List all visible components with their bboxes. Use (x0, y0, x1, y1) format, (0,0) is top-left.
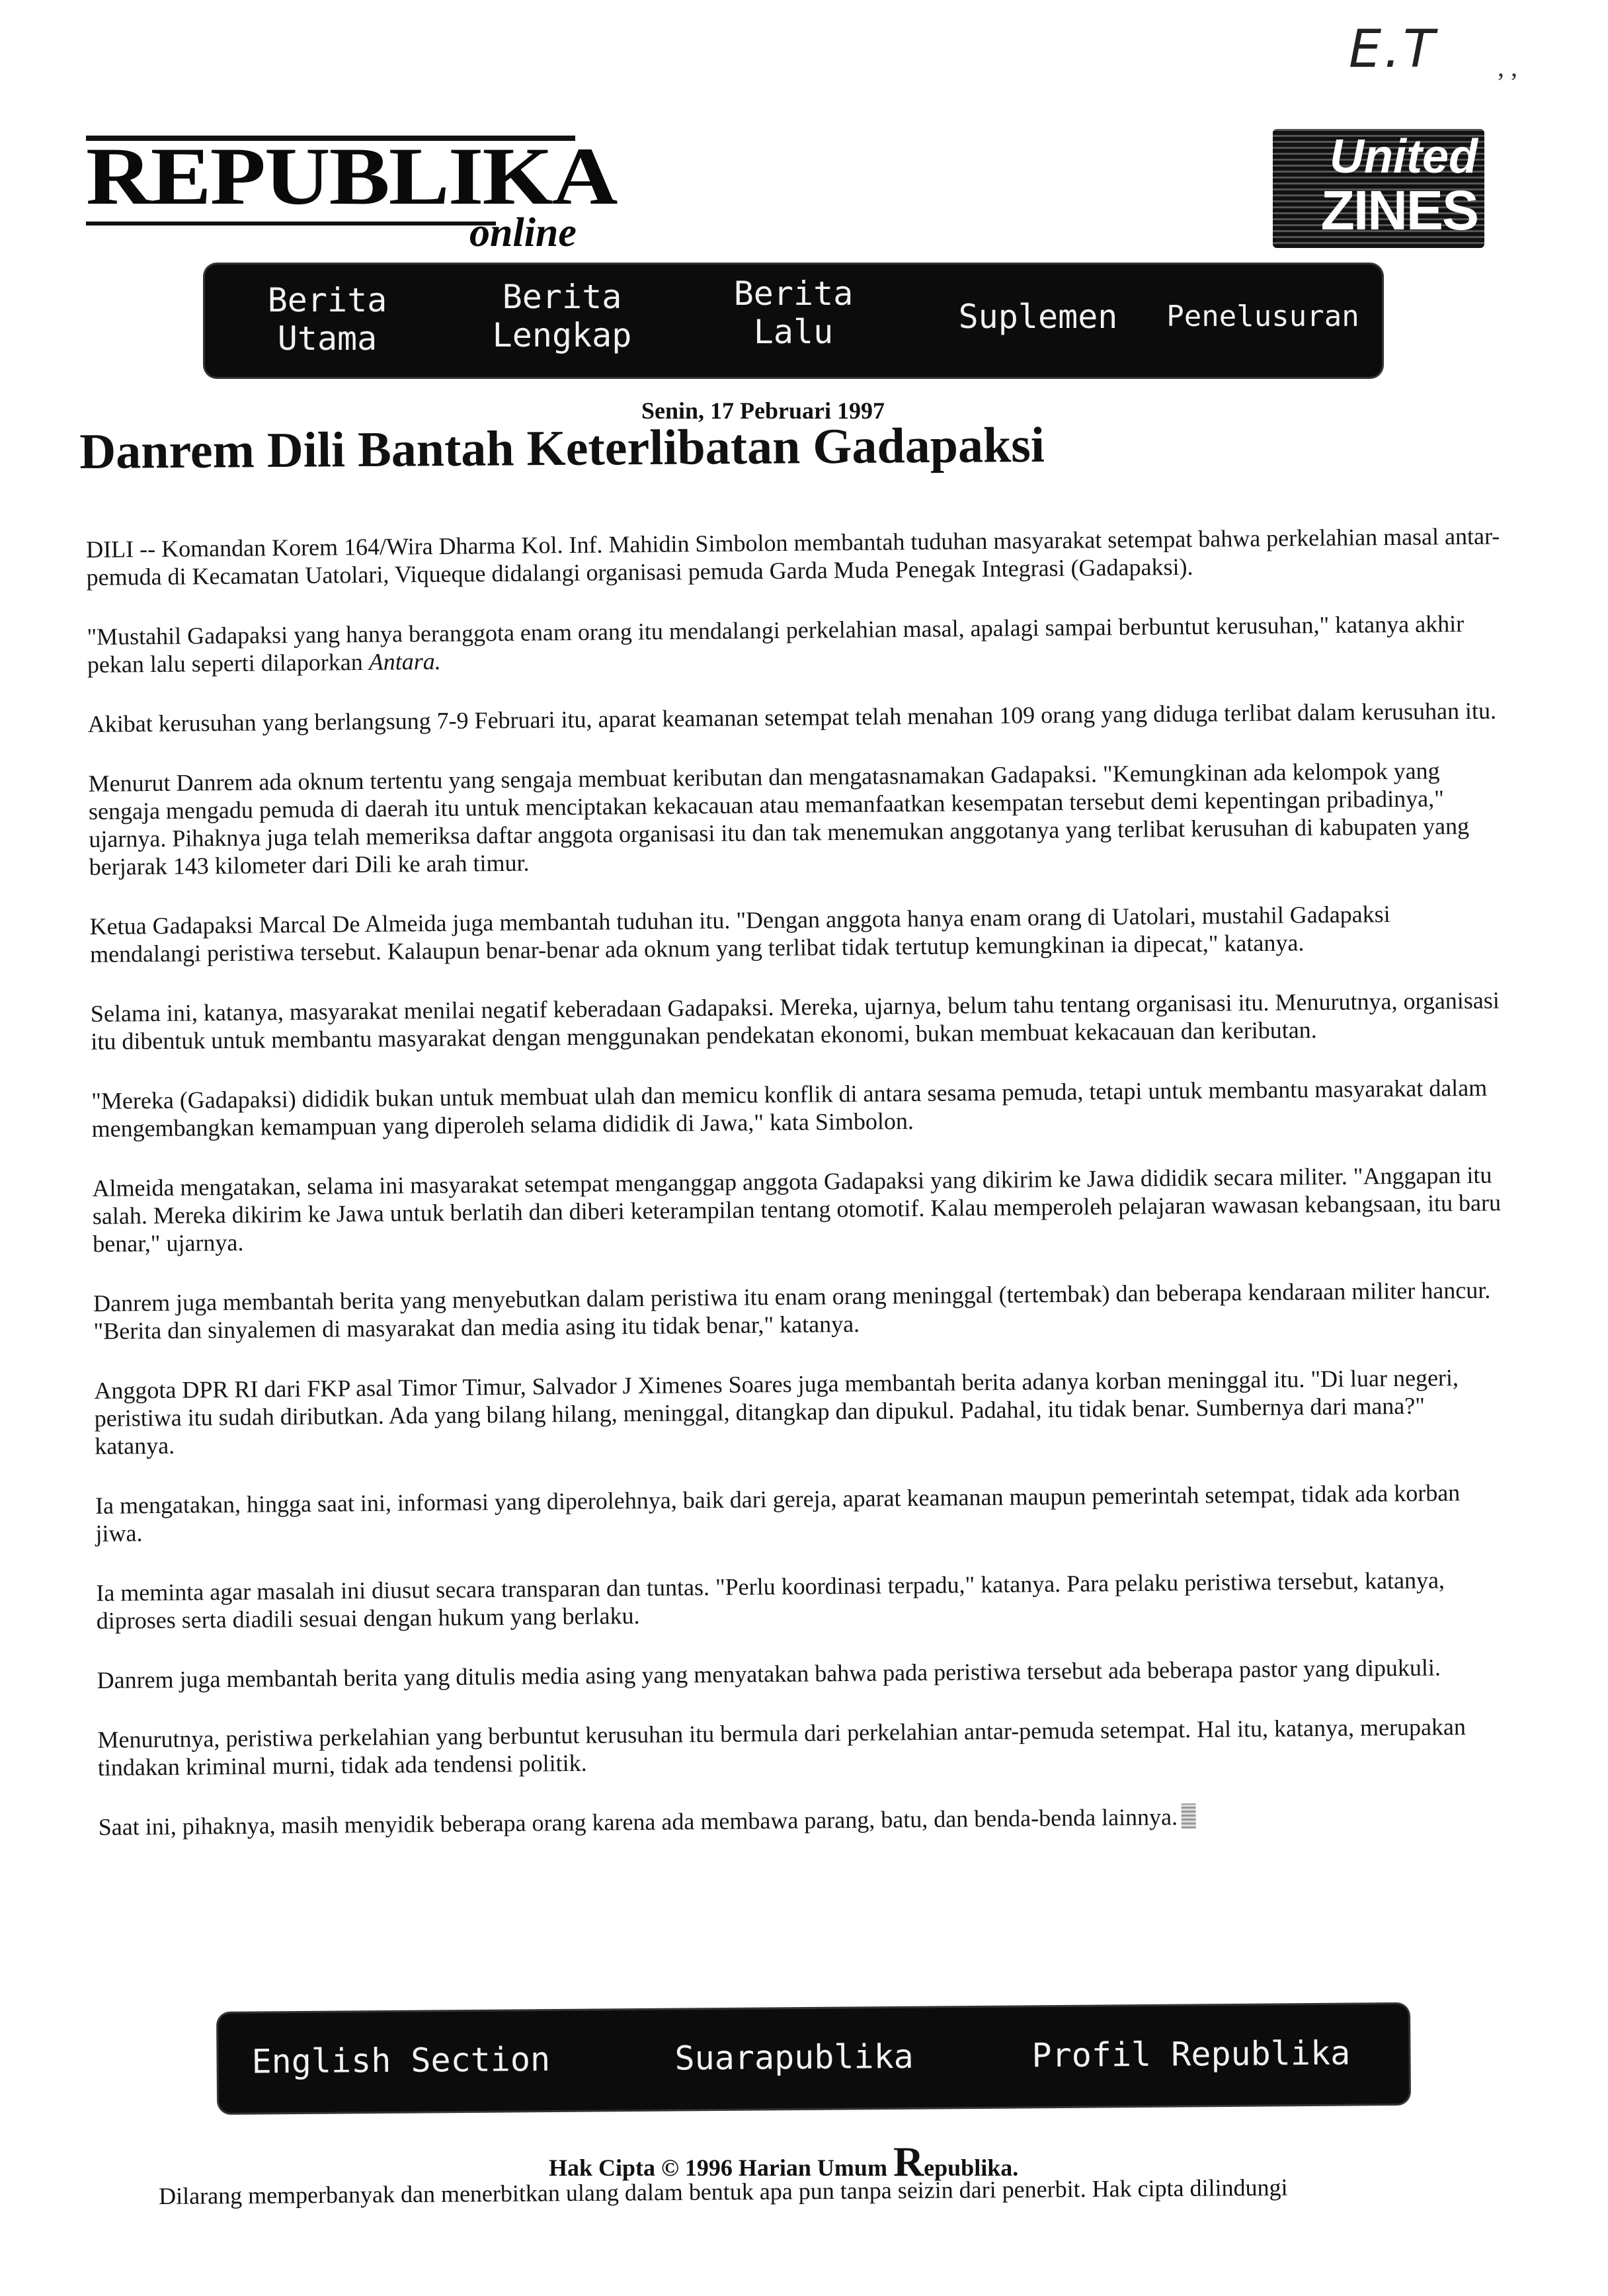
top-nav-bar (205, 265, 1382, 377)
article-date: Senin, 17 Pebruari 1997 (641, 397, 885, 424)
nav-label-line1: Berita (502, 278, 622, 316)
zines-line2: ZINES (1320, 179, 1478, 241)
nav-berita-utama[interactable] (241, 281, 413, 358)
nav-suplemen[interactable] (926, 298, 1150, 336)
copyright-r: R (893, 2138, 924, 2185)
article-paragraph: Ia mengatakan, hingga saat ini, informasi yang diperolehnya, baik dari gereja, aparat keamanan maupun pemerintah setempat, tidak ada korban jiwa. (95, 1479, 1461, 1547)
article-paragraph: Ia meminta agar masalah ini diusut secara transparan dan tuntas. "Perlu koordinasi terpadu," katanya. Para pelaku peristiwa tersebut, katanya, diproses serta diadili sesuai dengan hukum yang berlaku. (96, 1567, 1445, 1634)
article-paragraph: DILI -- Komandan Korem 164/Wira Dharma Kol. Inf. Mahidin Simbolon membantah tuduhan masyarakat setempat bahwa perkelahian masal antar-pemuda di Kecamatan Uatolari, Viqueque didalangi organisasi pemuda Garda Muda Penegak Integrasi (Gadapaksi). (86, 522, 1500, 591)
zines-line1: United (1330, 130, 1478, 183)
nav-english-section[interactable]: English Section (251, 2040, 551, 2081)
article-paragraph: Danrem juga membantah berita yang ditulis media asing yang menyatakan bahwa pada peristiwa tersebut ada beberapa pastor yang dipukuli. (97, 1654, 1441, 1694)
nav-label-line1: Suplemen (958, 298, 1118, 336)
republika-logo[interactable] (86, 130, 617, 255)
article-paragraph: Selama ini, katanya, masyarakat menilai negatif keberadaan Gadapaksi. Mereka, ujarnya, belum tahu tentang organisasi itu. Menurutnya, organisasi itu dibentuk untuk membantu masyarakat dengan menggunakan pendekatan ekonomi, bukan membuat kekacauan dan keributan. (90, 987, 1500, 1055)
nav-profil-republika[interactable]: Profil Republika (1031, 2033, 1351, 2075)
logo-wordmark: REPUBLIKA (86, 130, 617, 222)
article-title: Danrem Dili Bantah Keterlibatan Gadapaksi (79, 417, 1045, 479)
logo-online: online (469, 210, 577, 255)
nav-label-line2: Lalu (753, 313, 834, 351)
nav-berita-lalu[interactable] (714, 274, 873, 351)
article-paragraph: Almeida mengatakan, selama ini masyarakat setempat menganggap anggota Gadapaksi yang dikirim ke Jawa dididik secara militer. "Anggapan itu salah. Mereka dikirim ke Jawa untuk berlatih dan diberi keterampilan tentang otomotif. Kalau memperoleh pelajaran wawasan kebangsaan, itu baru benar," ujarnya. (92, 1161, 1502, 1257)
nav-label-line2: Lengkap (492, 316, 632, 354)
article-paragraph: "Mereka (Gadapaksi) dididik bukan untuk membuat ulah dan memicu konflik di antara sesama pemuda, tetapi untuk membantu masyarakat dalam mengembangkan kemampuan yang diperoleh selama dididik di Jawa," kata Simbolon. (91, 1074, 1488, 1142)
nav-label-line1: Berita (733, 274, 854, 313)
article-paragraph: Menurutnya, peristiwa perkelahian yang berbuntut kerusuhan itu bermula dari perkelahian antar-pemuda setempat. Hal itu, katanya, merupakan tindakan kriminal murni, tidak ada tendensi politik. (97, 1713, 1467, 1781)
nav-berita-lengkap[interactable] (469, 278, 655, 354)
end-mark-icon (1182, 1803, 1196, 1828)
copyright-prefix: Hak Cipta © 1996 Harian Umum (549, 2154, 893, 2181)
article-paragraph: Danrem juga membantah berita yang menyebutkan dalam peristiwa itu enam orang meninggal (tertembak) dan beberapa kendaraan militer hancur. "Berita dan sinyalemen di masyarakat dan media asing itu tidak benar," katanya. (93, 1276, 1491, 1344)
article-paragraph (87, 609, 1502, 678)
bottom-nav-bar (218, 2004, 1409, 2113)
copyright-notice: Dilarang memperbanyak dan menerbitkan ulang dalam bentuk apa pun tanpa seizin dari penerbit. Hak cipta dilindungi (159, 2174, 1288, 2209)
article-paragraph: Akibat kerusuhan yang berlangsung 7-9 Februari itu, aparat keamanan setempat telah menahan 109 orang yang diduga terlibat dalam kerusuhan itu. (87, 697, 1497, 737)
united-zines-logo[interactable] (1273, 129, 1484, 248)
article-paragraph: Anggota DPR RI dari FKP asal Timor Timur, Salvador J Ximenes Soares juga membantah berita adanya korban meninggal itu. "Di luar negeri, peristiwa itu sudah diributkan. Ada yang bilang hilang, meninggal, ditangkap dan dipukul. Padahal, itu tidak benar. Sumbernya dari mana?" katanya. (94, 1364, 1459, 1459)
paragraph-text: Saat ini, pihaknya, masih menyidik beberapa orang karena ada membawa parang, batu, dan benda-benda lainnya. (98, 1803, 1178, 1840)
paragraph-text: "Mustahil Gadapaksi yang hanya beranggota enam orang itu mendalangi perkelahian masal, apalagi sampai berbuntut kerusuhan," katanya akhir pekan lalu seperti dilaporkan (87, 610, 1465, 678)
nav-label-line1: Penelusuran (1166, 300, 1359, 333)
copyright-suffix: epublika. (924, 2154, 1019, 2181)
nav-label-line1: Berita (267, 281, 387, 319)
handwritten-annotation: E.T (1349, 20, 1437, 79)
nav-suarapublika[interactable]: Suarapublika (674, 2037, 914, 2078)
article-paragraph: Menurut Danrem ada oknum tertentu yang sengaja membuat keributan dan mengatasnamakan Gadapaksi. "Kemungkinan ada kelompok yang sengaja mengadu pemuda di daerah itu untuk menciptakan kekacauan atau memanfaatkan kesempatan tersebut demi kepentingan pribadinya," ujarnya. Pihaknya juga telah memeriksa daftar anggota organisasi itu dan tak menemukan anggotanya yang terlibat kerusuhan di kabupaten yang berjarak 143 kilometer dari Dili ke arah timur. (88, 757, 1470, 880)
nav-label-line2: Utama (277, 319, 378, 358)
logo-rule-bottom (86, 222, 496, 226)
article-body (86, 522, 1513, 1872)
article-paragraph: Ketua Gadapaksi Marcal De Almeida juga membantah tuduhan itu. "Dengan anggota hanya enam orang di Uatolari, mustahil Gadapaksi mendalangi peristiwa tersebut. Kalaupun benar-benar ada oknum yang terlibat tidak tertutup kemungkinan ia dipecat," katanya. (89, 901, 1390, 967)
source-antara: Antara. (368, 647, 441, 675)
article-paragraph (99, 1799, 1513, 1841)
handwritten-tick: , , (1498, 52, 1517, 82)
nav-penelusuran[interactable] (1150, 298, 1375, 336)
